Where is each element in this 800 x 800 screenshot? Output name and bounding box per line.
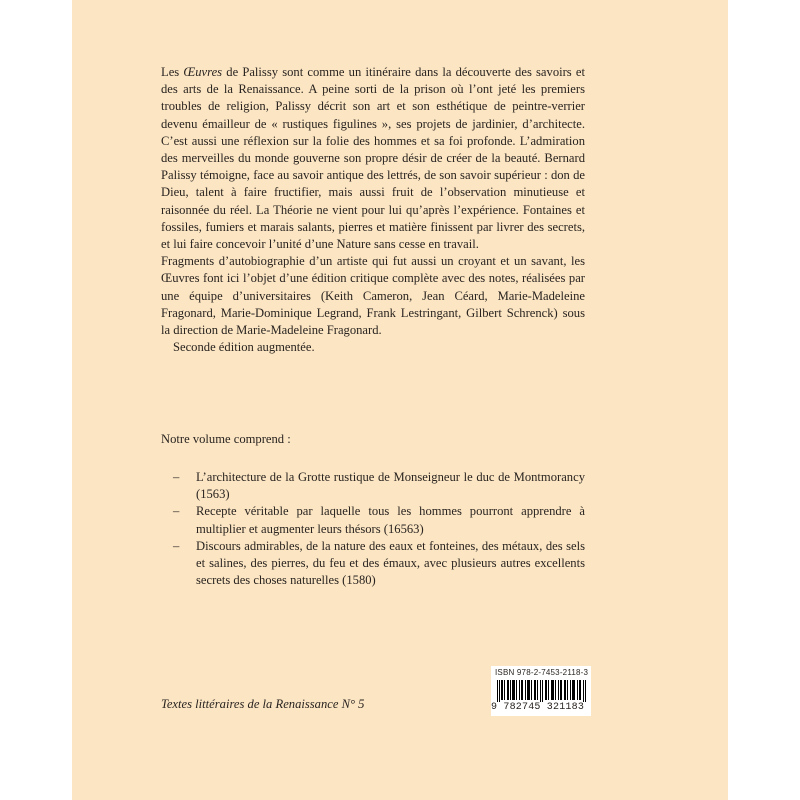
dash-glyph: – bbox=[173, 504, 180, 519]
barcode-digits: 9 782745 321183 bbox=[491, 702, 585, 713]
edition-note: Seconde édition augmentée. bbox=[173, 340, 315, 355]
blurb-paragraph-1 bbox=[161, 64, 585, 253]
book-back-cover bbox=[72, 0, 728, 800]
contents-item bbox=[173, 503, 585, 537]
dash-glyph: – bbox=[173, 538, 180, 553]
contents-item bbox=[173, 538, 585, 590]
blurb bbox=[161, 64, 585, 356]
blurb-paragraph-2: Fragments d’autobiographie d’un artiste qui fut aussi un croyant et un savant, les Œuvres font ici l’objet d’une édition critique complète avec des notes, réalisées par une équipe d’universitaires (Keith Cameron, Jean Céard, Marie-Madeleine Fragonard, Marie-Dominique Legrand, Frank Lestringant, Gilbert Schrenck) sous la direction de Marie-Madeleine Fragonard. bbox=[161, 254, 585, 338]
series-title: Textes littéraires de la Renaissance N° 5 bbox=[161, 697, 365, 711]
text-run: Les bbox=[161, 65, 184, 79]
text-run: de Palissy sont comme un itinéraire dans la découverte des savoirs et des arts de la Renaissance. A peine sorti de la prison où l’ont jeté les premiers troubles de religion, Palissy décrit son art et son esthétique de peintre-verrier devenu émailleur de « rustiques figulines », ses projets de jardinier, d’architecte. C’est aussi une réflexion sur la folie des hommes et sa foi profonde. L’admiration des merveilles du monde gouverne son propre désir de créer de la beauté. Bernard Palissy témoigne, face au savoir antique des lettrés, de son savoir supérieur : don de Dieu, talent à faire fructifier, mais aussi fruit de l’observation minutieuse et raisonnée du réel. La Théorie ne vient pour lui qu’après l’expérience. Fontaines et fossiles, fumiers et marais salants, pierres et matière finissent par livrer des secrets, et lui faire concevoir l’unité d’une Nature sans cesse en travail. bbox=[161, 65, 585, 252]
isbn-label: ISBN 978-2-7453-2118-3 bbox=[495, 668, 589, 677]
contents-item-text: L’architecture de la Grotte rustique de Monseigneur le duc de Montmorancy (1563) bbox=[196, 470, 585, 502]
contents-item bbox=[173, 469, 585, 503]
contents-intro: Notre volume comprend : bbox=[161, 432, 291, 446]
contents-list bbox=[173, 469, 585, 589]
dash-glyph: – bbox=[173, 470, 180, 484]
contents-item-text: Recepte véritable par laquelle tous les hommes pourront apprendre à multiplier et augmenter leurs thésors (16563) bbox=[196, 504, 585, 536]
italic-title: Œuvres bbox=[183, 65, 223, 79]
contents-item-text: Discours admirables, de la nature des eaux et fonteines, des métaux, des sels et salines, des pierres, du feu et des émaux, avec plusieurs autres excellents secrets des choses naturelles (1580) bbox=[196, 538, 585, 588]
barcode bbox=[491, 666, 591, 716]
barcode-bars-icon bbox=[497, 680, 587, 702]
